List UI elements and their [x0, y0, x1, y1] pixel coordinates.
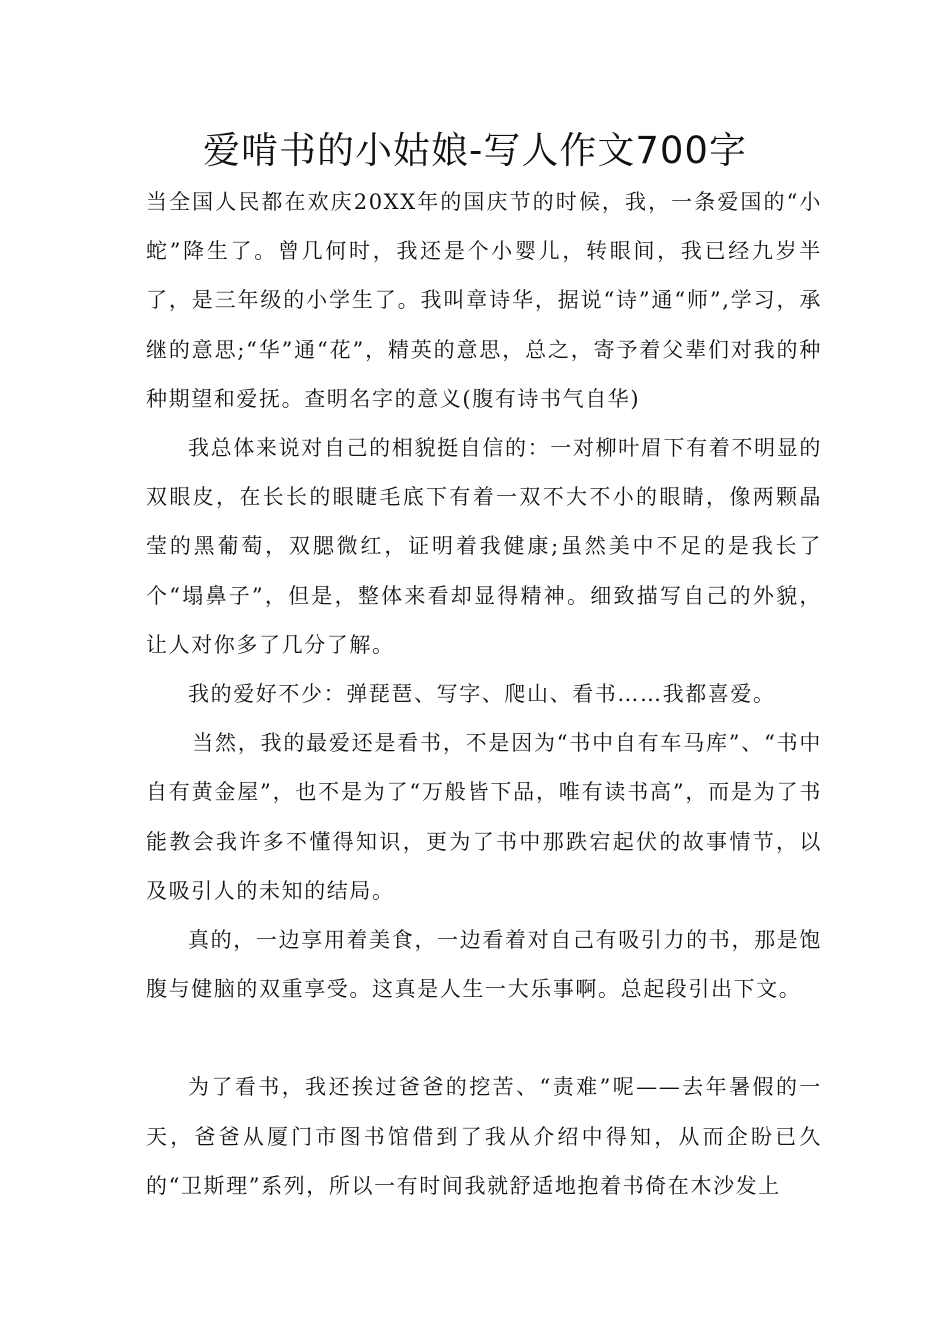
- document-title: 爱啃书的小姑娘-写人作文700字: [203, 129, 747, 172]
- paragraph-2: 我总体来说对自己的相貌挺自信的：一对柳叶眉下有着不明显的双眼皮，在长长的眼睫毛底下有着一双不大不小的眼睛，像两颗晶莹的黑葡萄，双腮微红，证明着我健康;虽然美中不足的是我长了个“塌鼻子”，但是，整体来看却显得精神。细致描写自己的外貌，让人对你多了几分了解。: [146, 436, 822, 657]
- document-body: [146, 178, 822, 1211]
- paragraph-6: 为了看书，我还挨过爸爸的挖苦、“责难”呢——去年暑假的一天，爸爸从厦门市图书馆借到了我从介绍中得知，从而企盼已久的“卫斯理”系列，所以一有时间我就舒适地抱着书倚在木沙发上: [146, 1075, 822, 1198]
- paragraph-4: 当然，我的最爱还是看书，不是因为“书中自有车马库”、“书中自有黄金屋”，也不是为了“万般皆下品，唯有读书高”，而是为了书能教会我许多不懂得知识，更为了书中那跌宕起伏的故事情节，以及吸引人的未知的结局。: [146, 731, 822, 903]
- paragraph-3: 我的爱好不少：弹琵琶、写字、爬山、看书……我都喜爱。: [188, 682, 776, 707]
- paragraph-5: 真的，一边享用着美食，一边看着对自己有吸引力的书，那是饱腹与健脑的双重享受。这真是人生一大乐事啊。总起段引出下文。: [146, 928, 822, 1002]
- paragraph-spacer: [146, 1014, 822, 1063]
- paragraph-1: 当全国人民都在欢庆20XX年的国庆节的时候，我，一条爱国的“小蛇”降生了。曾几何时，我还是个小婴儿，转眼间，我已经九岁半了，是三年级的小学生了。我叫章诗华，据说“诗”通“师”,学习，承继的意思;“华”通“花”，精英的意思，总之，寄予着父辈们对我的种种期望和爱抚。查明名字的意义(腹有诗书气自华): [146, 190, 822, 411]
